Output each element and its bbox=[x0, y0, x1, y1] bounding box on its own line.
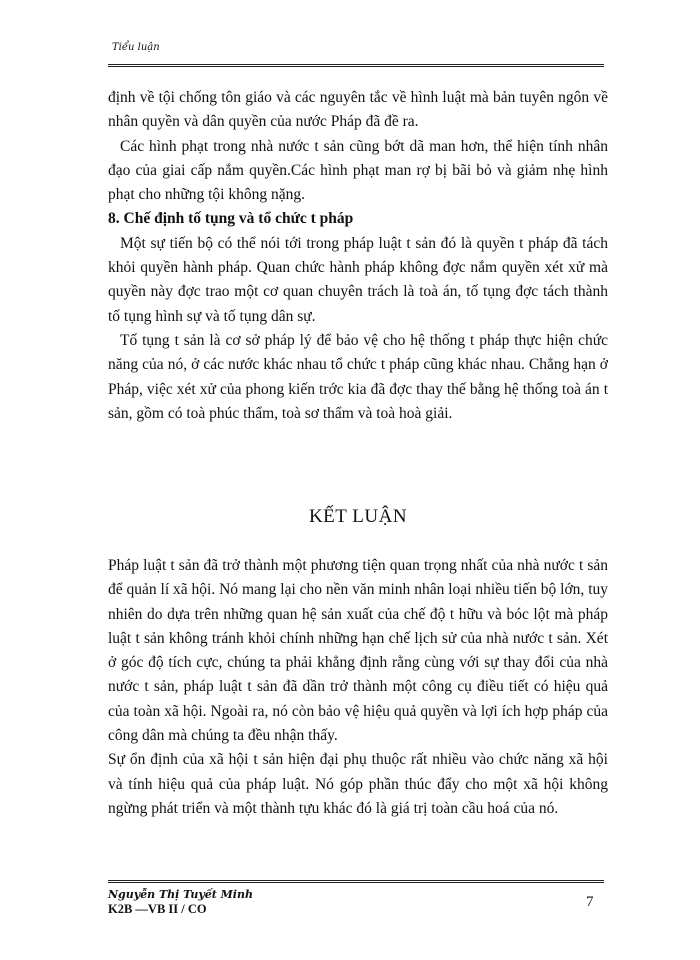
header-rule bbox=[108, 64, 604, 67]
paragraph: Pháp luật t sản đã trở thành một phương tiện quan trọng nhất của nhà nước t sản để quản lí xã hội. Nó mang lại cho nền văn minh nhân loại nhiều tiến bộ lớn, tuy nhiên do dựa trên những quan hệ sản xuất của chế độ t hữu và bóc lột mà pháp luật t sản không tránh khỏi chính những hạn chế lịch sử của nhà nước t sản. Xét ở góc độ tích cực, chúng ta phải khẳng định rằng cùng với sự thay đổi của nhà nước t sản, pháp luật t sản đã dần trở thành một công cụ điều tiết có hiệu quả của toàn xã hội. Ngoài ra, nó còn bảo vệ hiệu quả quyền và lợi ích hợp pháp của công dân mà chúng ta đều nhận thấy. bbox=[108, 557, 608, 745]
footer-author: Nguyễn Thị Tuyết Minh bbox=[108, 888, 253, 901]
header-label: Tiểu luận bbox=[112, 42, 160, 53]
paragraph: Các hình phạt trong nhà nước t sản cũng bớt dã man hơn, thể hiện tính nhân đạo của giai cấp nắm quyền.Các hình phạt man rợ bị bãi bỏ và giảm nhẹ hình phạt cho những tội không nặng. bbox=[108, 137, 608, 204]
paragraph: Một sự tiến bộ có thể nói tới trong pháp luật t sản đó là quyền t pháp đã tách khỏi quyền hành pháp. Quan chức hành pháp không đợc nắm quyền xét xử mà quyền này đợc trao một cơ quan chuyên trách là toà án, tố tụng đợc tách thành tố tụng hình sự và tố tụng dân sự. bbox=[108, 234, 608, 325]
paragraph: Tố tụng t sản là cơ sở pháp lý để bảo vệ cho hệ thống t pháp thực hiện chức năng của nó, ở các nước khác nhau tổ chức t pháp cũng khác nhau. Chẳng hạn ở Pháp, việc xét xử của phong kiến trớc kia đã đợc thay thế bằng hệ thống toà án t sản, gồm có toà phúc thẩm, toà sơ thẩm và toà hoà giải. bbox=[108, 331, 608, 422]
top-text-block bbox=[108, 86, 608, 426]
paragraph: định về tội chống tôn giáo và các nguyên tắc về hình luật mà bản tuyên ngôn về nhân quyền và dân quyền của nước Pháp đã đề ra. bbox=[108, 89, 608, 131]
conclusion-title: KẾT LUẬN bbox=[308, 506, 408, 527]
footer-class-code: K2B —VB II / CO bbox=[108, 902, 207, 916]
page-number: 7 bbox=[586, 894, 594, 910]
section-heading: 8. Chế định tố tụng và tổ chức t pháp bbox=[108, 210, 354, 228]
footer-rule bbox=[108, 880, 604, 883]
paragraph: Sự ổn định của xã hội t sản hiện đại phụ thuộc rất nhiều vào chức năng xã hội và tính hiệu quả của pháp luật. Nó góp phần thúc đẩy cho một xã hội không ngừng phát triển và một thành tựu khác đó là giá trị toàn cầu hoá của nó. bbox=[108, 751, 608, 817]
conclusion-text-block bbox=[108, 554, 608, 821]
